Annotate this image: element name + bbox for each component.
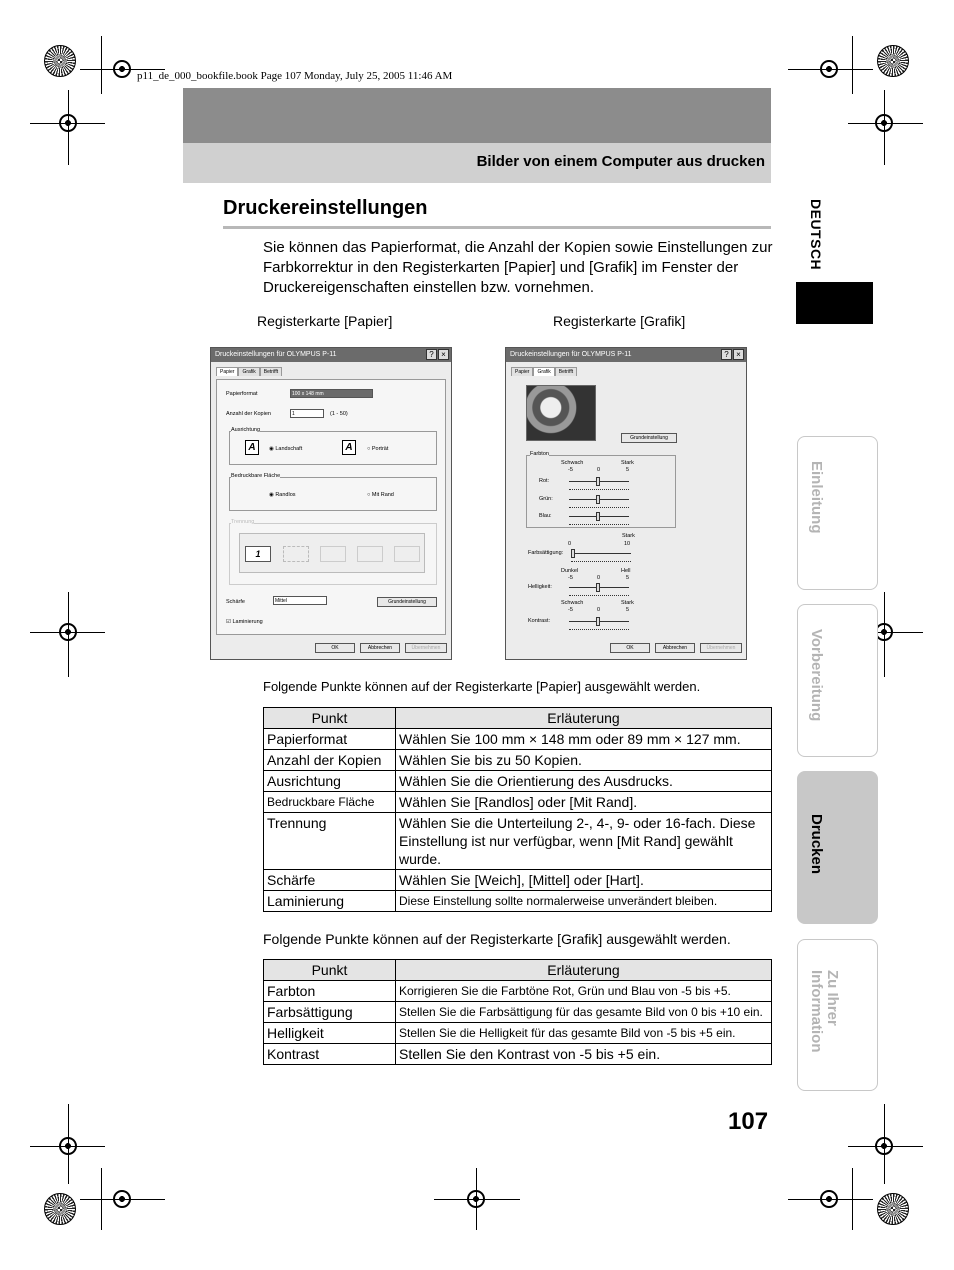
caption-grafik: Registerkarte [Grafik] — [553, 313, 686, 329]
sidebar-tab-label: Einleitung — [808, 461, 825, 534]
table-cell: Wählen Sie die Orientierung des Ausdrucks. — [396, 771, 772, 792]
table-cell: Farbsättigung — [264, 1002, 396, 1023]
table-cell: Stellen Sie den Kontrast von -5 bis +5 ein. — [396, 1044, 772, 1065]
crop-line — [884, 592, 885, 677]
saett-stark-label: Stark — [622, 533, 635, 539]
bedruckbar-group — [229, 477, 437, 511]
registration-mark-icon — [877, 1193, 909, 1225]
header-subband — [183, 143, 771, 183]
grundeinstellung-button[interactable]: Grundeinstellung — [377, 597, 437, 607]
trennung-9[interactable] — [357, 546, 383, 562]
gruen-label: Grün: — [539, 496, 553, 502]
page-number: 107 — [728, 1108, 769, 1135]
sidebar-tab-vorbereitung[interactable] — [797, 604, 878, 757]
table-cell: Wählen Sie [Randlos] oder [Mit Rand]. — [396, 792, 772, 813]
blau-ticks — [569, 524, 629, 526]
table-cell: Laminierung — [264, 891, 396, 912]
table-row — [264, 981, 772, 1002]
table2-intro: Folgende Punkte können auf der Registerkarte [Grafik] ausgewählt werden. — [263, 931, 731, 947]
hell-min: -5 — [568, 575, 573, 581]
landscape-icon: A — [245, 440, 259, 455]
help-icon[interactable]: ? — [721, 349, 732, 360]
trennung-2[interactable] — [283, 546, 309, 562]
table-header-erlaeuterung: Erläuterung — [396, 960, 772, 981]
cancel-button[interactable]: Abbrechen — [360, 643, 400, 653]
table-row — [264, 813, 772, 870]
header-band — [183, 88, 771, 143]
crop-line — [884, 90, 885, 165]
table-cell: Diese Einstellung sollte normalerweise unverändert bleiben. — [396, 891, 772, 912]
trennung-16[interactable] — [394, 546, 420, 562]
sidebar-tab-label: Vorbereitung — [808, 629, 825, 722]
table-row — [264, 1044, 772, 1065]
dialog-papier — [210, 347, 452, 660]
preview-image — [526, 385, 596, 441]
header-title: Bilder von einem Computer aus drucken — [476, 153, 765, 170]
table-cell: Kontrast — [264, 1044, 396, 1065]
blau-label: Blau: — [539, 513, 552, 519]
dialog-title-bar — [211, 348, 451, 362]
helligkeit-ticks — [569, 595, 629, 597]
schwach-label: Schwach — [561, 460, 584, 466]
table-cell: Schärfe — [264, 870, 396, 891]
dialog-title: Druckeinstellungen für OLYMPUS P-11 — [510, 351, 632, 358]
section-title: Druckereinstellungen — [223, 197, 428, 219]
sidebar-tab-zu-ihrer-information[interactable] — [797, 939, 878, 1091]
registration-mark-icon — [44, 45, 76, 77]
table-cell: Farbton — [264, 981, 396, 1002]
farbton-max: 5 — [626, 467, 630, 473]
blau-slider[interactable] — [569, 516, 629, 517]
stark-label: Stark — [621, 460, 634, 466]
randlos-label: Randlos — [275, 492, 296, 498]
kopien-input[interactable] — [290, 409, 324, 418]
crop-line — [476, 1168, 477, 1230]
language-marker — [796, 282, 873, 324]
kontrast-label: Kontrast: — [528, 618, 551, 624]
kontrast-min: -5 — [568, 607, 573, 613]
tab-grafik[interactable]: Grafik — [533, 367, 554, 376]
papier-panel — [216, 379, 446, 635]
apply-button[interactable]: Übernehmen — [405, 643, 447, 653]
table-papier — [263, 707, 772, 912]
hell-label: Hell — [621, 568, 631, 574]
sidebar-tab-label: Zu Ihrer Information — [808, 970, 841, 1053]
table-row — [264, 792, 772, 813]
farbton-zero: 0 — [597, 467, 601, 473]
table-row — [264, 729, 772, 750]
table-cell: Anzahl der Kopien — [264, 750, 396, 771]
farbsaettigung-label: Farbsättigung: — [528, 550, 564, 556]
landschaft-radio[interactable]: ◉ Landschaft — [269, 446, 303, 452]
rot-slider[interactable] — [569, 481, 629, 482]
kontrast-max: 5 — [626, 607, 630, 613]
table-row — [264, 1002, 772, 1023]
dialog-title-bar — [506, 348, 746, 362]
cancel-button[interactable]: Abbrechen — [655, 643, 695, 653]
crop-line — [788, 69, 873, 70]
crop-line — [848, 1146, 923, 1147]
table-grafik — [263, 959, 772, 1065]
kontrast-zero: 0 — [597, 607, 601, 613]
laminierung-checkbox[interactable]: ☑ Laminierung — [226, 619, 263, 625]
farbsaettigung-slider[interactable] — [571, 553, 631, 554]
ok-button[interactable]: OK — [315, 643, 355, 653]
table-header-erlaeuterung: Erläuterung — [396, 708, 772, 729]
table-cell: Korrigieren Sie die Farbtöne Rot, Grün und Blau von -5 bis +5. — [396, 981, 772, 1002]
k-stark-label: Stark — [621, 600, 634, 606]
papierformat-label: Papierformat — [226, 391, 258, 397]
mit-rand-label: Mit Rand — [371, 492, 394, 498]
table-row — [264, 750, 772, 771]
table-row — [264, 1023, 772, 1044]
kontrast-slider[interactable] — [569, 621, 629, 622]
ausrichtung-label: Ausrichtung — [231, 427, 261, 433]
crop-line — [101, 36, 102, 94]
table-row — [264, 891, 772, 912]
sidebar-tab-drucken[interactable] — [797, 771, 878, 924]
hell-max: 5 — [626, 575, 630, 581]
schaerfe-value: Mittel — [275, 598, 287, 604]
table1-intro: Folgende Punkte können auf der Registerkarte [Papier] ausgewählt werden. — [263, 679, 701, 694]
kontrast-ticks — [569, 629, 629, 631]
papierformat-value: 100 x 148 mm — [292, 391, 324, 397]
kopien-range: (1 - 50) — [330, 411, 348, 417]
crop-line — [852, 1168, 853, 1230]
ok-button[interactable]: OK — [610, 643, 650, 653]
portrait-label: Porträt — [371, 446, 389, 452]
table-cell: Helligkeit — [264, 1023, 396, 1044]
portrait-icon: A — [342, 440, 356, 455]
table-cell: Stellen Sie die Farbsättigung für das gesamte Bild von 0 bis +10 ein. — [396, 1002, 772, 1023]
table-row — [264, 771, 772, 792]
tab-betrifft[interactable]: Betrifft — [555, 367, 577, 376]
farbton-min: -5 — [568, 467, 573, 473]
section-divider — [223, 226, 771, 229]
help-icon[interactable]: ? — [426, 349, 437, 360]
dialog-title: Druckeinstellungen für OLYMPUS P-11 — [215, 351, 337, 358]
language-label: DEUTSCH — [808, 199, 824, 271]
close-icon[interactable]: × — [438, 349, 449, 360]
rot-label: Rot: — [539, 478, 550, 484]
dialog-grafik — [505, 347, 747, 660]
table-cell: Wählen Sie [Weich], [Mittel] oder [Hart]. — [396, 870, 772, 891]
crop-line — [884, 1104, 885, 1184]
crop-line — [848, 123, 923, 124]
kopien-value: 1 — [292, 411, 295, 417]
dunkel-label: Dunkel — [561, 568, 579, 574]
trennung-4[interactable] — [320, 546, 346, 562]
gruen-slider[interactable] — [569, 499, 629, 500]
farbton-label: Farbton — [530, 451, 549, 457]
saett-max: 10 — [624, 541, 631, 547]
helligkeit-slider[interactable] — [569, 587, 629, 588]
k-schwach-label: Schwach — [561, 600, 584, 606]
table-cell: Wählen Sie bis zu 50 Kopien. — [396, 750, 772, 771]
landschaft-label: Landschaft — [275, 446, 303, 452]
papierformat-select[interactable] — [290, 389, 373, 398]
rot-ticks — [569, 489, 629, 491]
table-header-punkt: Punkt — [264, 960, 396, 981]
crop-line — [788, 1199, 873, 1200]
caption-papier: Registerkarte [Papier] — [257, 313, 393, 329]
crop-line — [852, 36, 853, 94]
crop-line — [80, 1199, 165, 1200]
table-cell: Trennung — [264, 813, 396, 870]
kopien-label: Anzahl der Kopien — [226, 411, 271, 417]
gruen-ticks — [569, 507, 629, 509]
trennung-1[interactable]: 1 — [245, 546, 271, 562]
crop-line — [68, 1104, 69, 1184]
bedruckbar-label: Bedruckbare Fläche — [231, 473, 281, 479]
ausrichtung-group — [229, 431, 437, 465]
crop-line — [101, 1168, 102, 1230]
hell-zero: 0 — [597, 575, 601, 581]
farbsaettigung-ticks — [571, 561, 631, 563]
sidebar-tab-einleitung[interactable] — [797, 436, 878, 590]
crop-line — [434, 1199, 520, 1200]
randlos-radio[interactable]: ◉ Randlos — [269, 492, 296, 498]
schaerfe-select[interactable] — [273, 596, 327, 605]
table-cell: Stellen Sie die Helligkeit für das gesamte Bild von -5 bis +5 ein. — [396, 1023, 772, 1044]
trennung-label: Trennung — [231, 519, 255, 525]
helligkeit-label: Helligkeit: — [528, 584, 552, 590]
registration-mark-icon — [44, 1193, 76, 1225]
close-icon[interactable]: × — [733, 349, 744, 360]
table-header-punkt: Punkt — [264, 708, 396, 729]
crop-line — [68, 592, 69, 677]
schaerfe-label: Schärfe — [226, 599, 245, 605]
tab-grafik[interactable]: Grafik — [238, 367, 259, 376]
table-cell: Bedruckbare Fläche — [264, 792, 396, 813]
mit-rand-radio[interactable]: ○ Mit Rand — [367, 492, 394, 498]
tab-papier[interactable]: Papier — [511, 367, 533, 376]
table-cell: Papierformat — [264, 729, 396, 750]
tab-papier[interactable]: Papier — [216, 367, 238, 376]
sidebar-tab-label: Drucken — [808, 814, 825, 875]
table-row — [264, 870, 772, 891]
portrait-radio[interactable]: ○ Porträt — [367, 446, 389, 452]
intro-paragraph: Sie können das Papierformat, die Anzahl der Kopien sowie Einstellungen zur Farbkorrektur in den Registerkarten [Papier] und [Grafik] im Fenster der Druckereigenschaften einstellen bzw. vornehmen. — [263, 239, 773, 296]
table-cell: Ausrichtung — [264, 771, 396, 792]
file-info: p11_de_000_bookfile.book Page 107 Monday, July 25, 2005 11:46 AM — [137, 70, 453, 82]
table-cell: Wählen Sie 100 mm × 148 mm oder 89 mm × 127 mm. — [396, 729, 772, 750]
apply-button[interactable]: Übernehmen — [700, 643, 742, 653]
table-cell: Wählen Sie die Unterteilung 2-, 4-, 9- oder 16-fach. Diese Einstellung ist nur verfügbar, wenn [Mit Rand] gewählt wurde. — [396, 813, 772, 870]
registration-mark-icon — [877, 45, 909, 77]
saett-min: 0 — [568, 541, 572, 547]
crop-line — [68, 90, 69, 165]
laminierung-label: Laminierung — [232, 619, 263, 625]
tab-betrifft[interactable]: Betrifft — [260, 367, 282, 376]
grundeinstellung-button[interactable]: Grundeinstellung — [621, 433, 677, 443]
